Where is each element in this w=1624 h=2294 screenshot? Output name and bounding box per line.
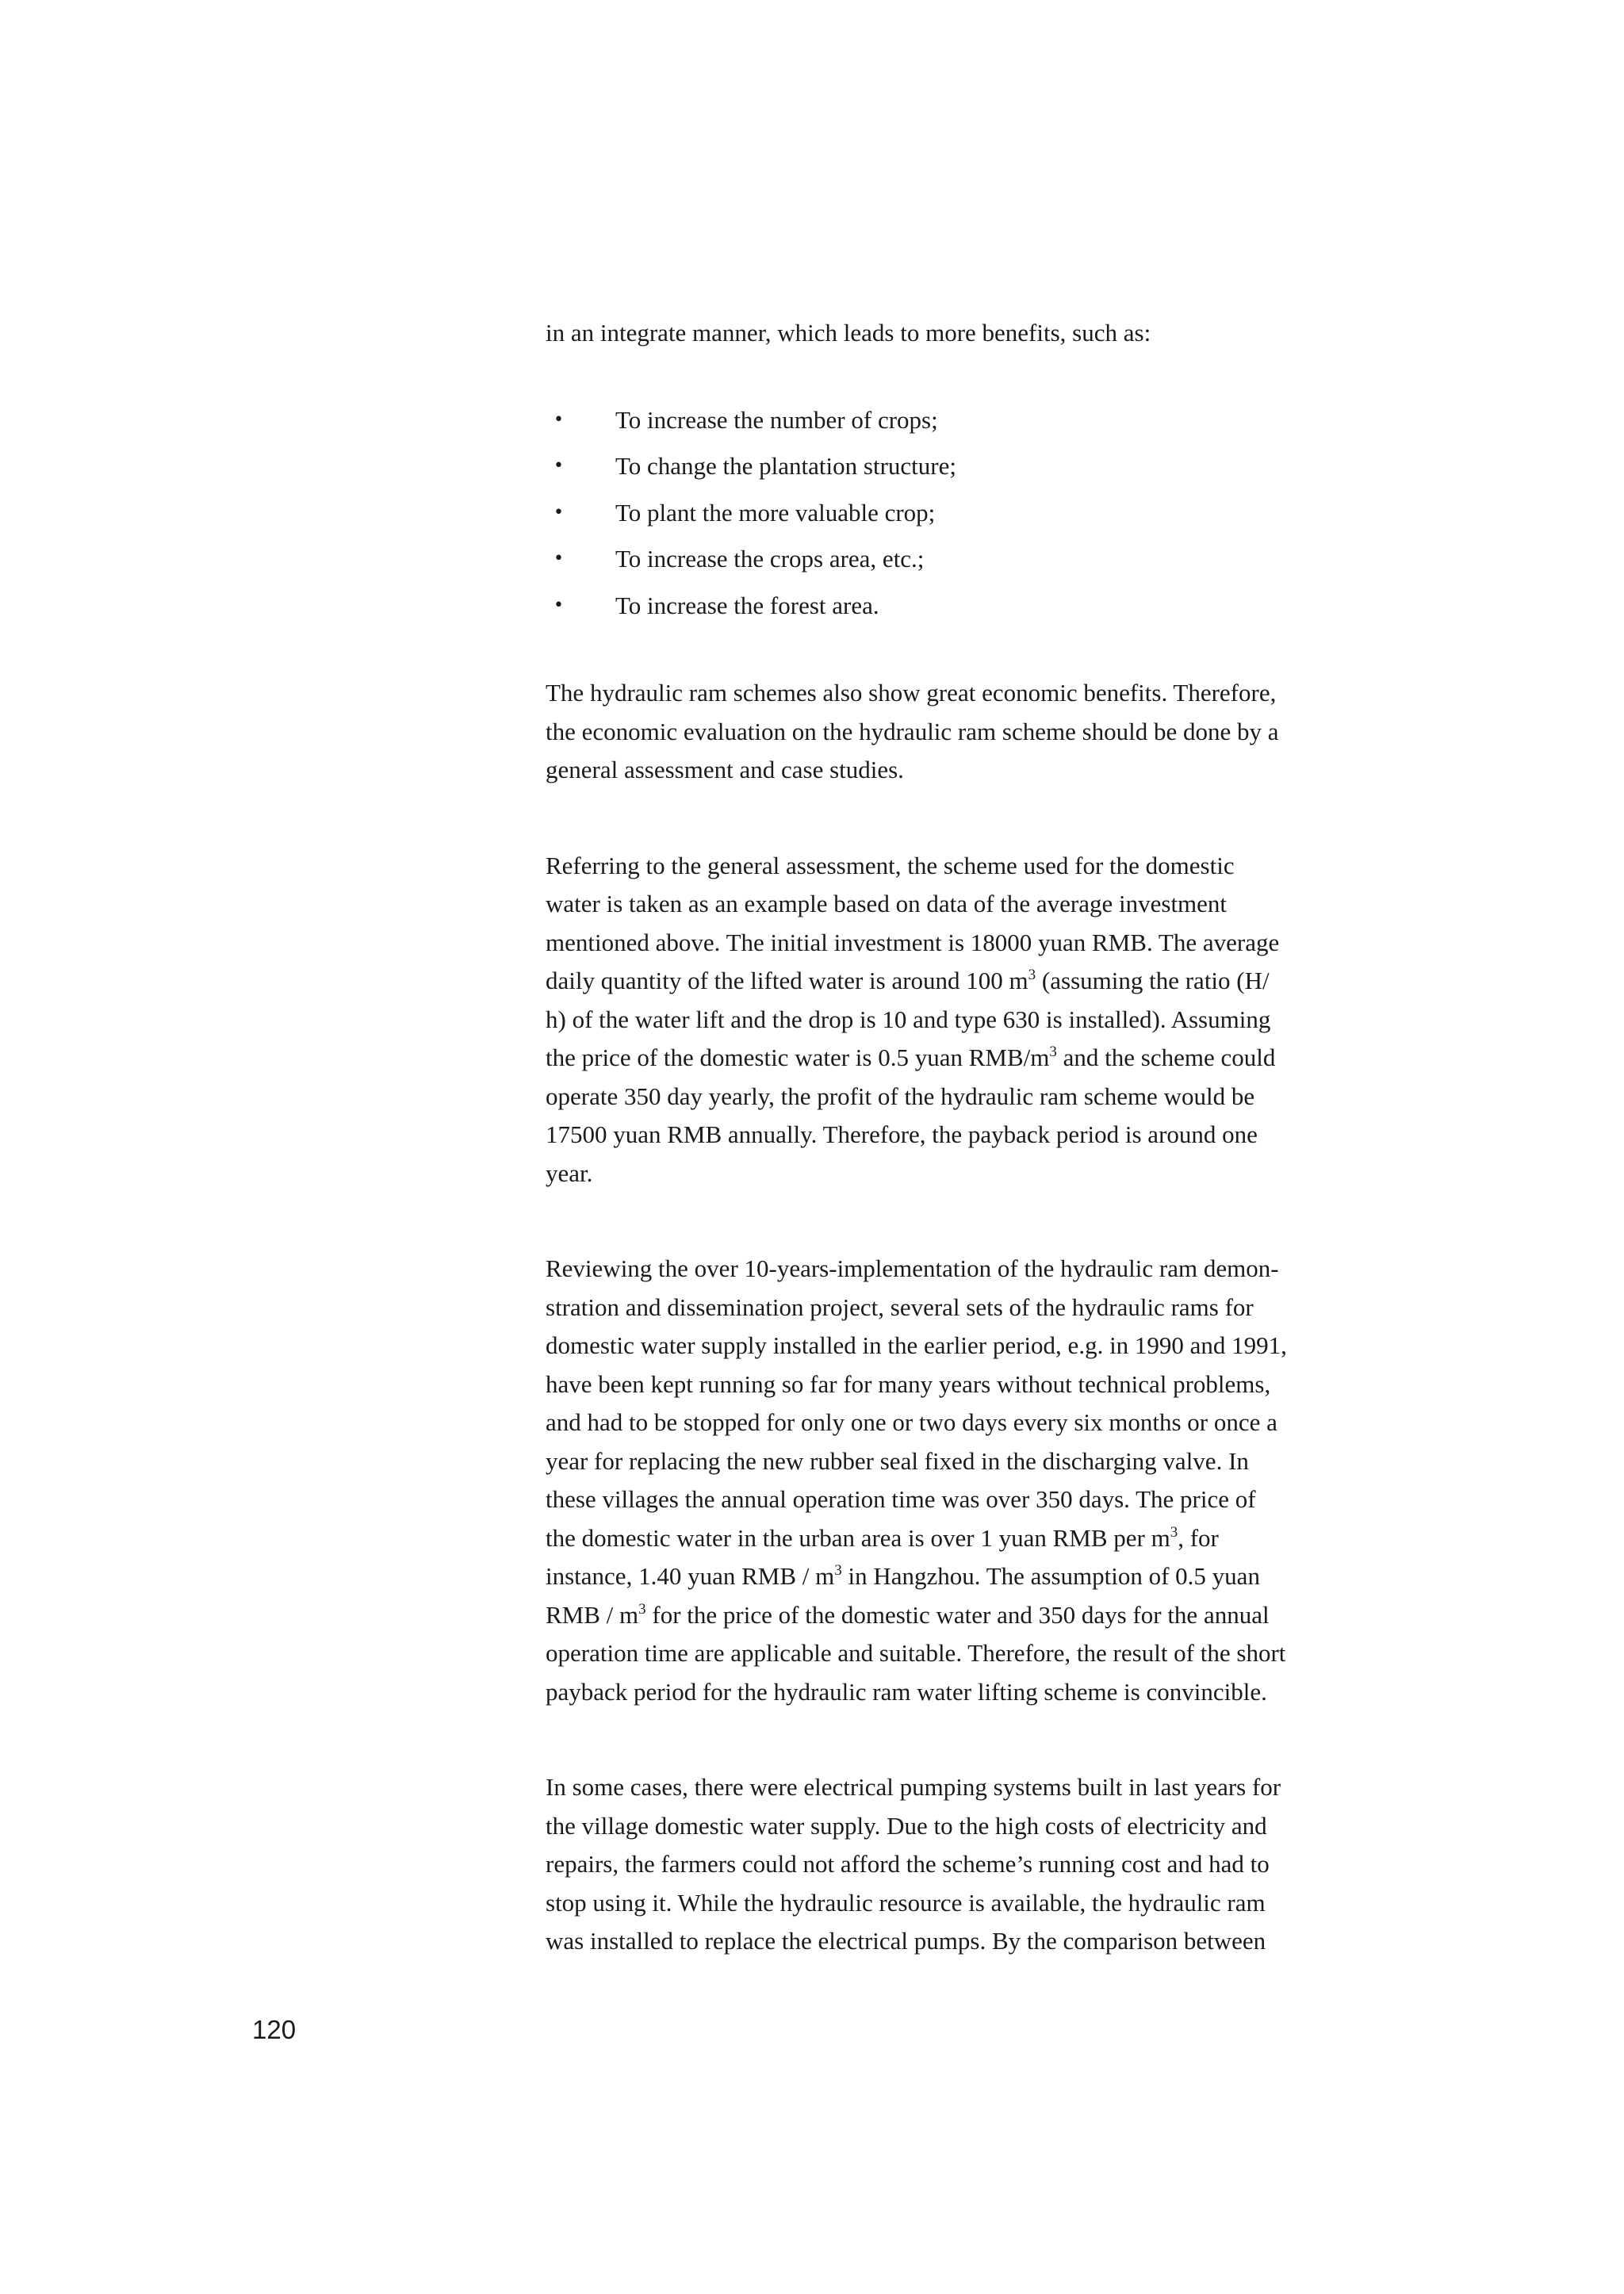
bullet-icon: • — [553, 456, 564, 476]
list-item: • To increase the number of crops; — [546, 397, 1394, 444]
list-item: • To plant the more valuable crop; — [546, 490, 1394, 537]
bullet-icon: • — [553, 409, 564, 430]
list-item: • To increase the crops area, etc.; — [546, 536, 1394, 583]
bullet-icon: • — [553, 502, 564, 523]
page-number: 120 — [252, 2015, 297, 2044]
body-text — [546, 314, 1394, 1961]
paragraph-general-assessment: Referring to the general assessment, the scheme used for the domestic water is taken as an example based on data of the average investment mentioned above. The initial investment is 18000 yuan RMB. The average daily quantity of the lifted water is around 100 $m^3$ (assuming the ratio (H/ h) of the water lift and the drop is 10 and type 630 is installed). Assuming the price of the domestic water is 0.5 yuan RMB/$m^3$ and the scheme could operate 350 day yearly, the profit of the hydraulic ram scheme would be 17500 yuan RMB annually. Therefore, the payback period is around one year. — [546, 851, 1280, 1187]
paragraph-case-studies: In some cases, there were electrical pumping systems built in last years for the village domestic water supply. Due to the high costs of electricity and repairs, the farmers could not afford the scheme’s running cost and had to stop using it. While the hydraulic resource is available, the hydraulic ram was installed to replace the electrical pumps. By the comparison between — [546, 1773, 1281, 1955]
bullet-icon: • — [553, 549, 564, 569]
paragraph-economic-benefits: The hydraulic ram schemes also show great economic benefits. Therefore, the economic evaluation on the hydraulic ram scheme should be done by a general assessment and case studies. — [546, 679, 1279, 783]
bullet-icon: • — [553, 595, 564, 615]
list-item: • To change the plantation structure; — [546, 443, 1394, 490]
list-item: • To increase the forest area. — [546, 583, 1394, 630]
benefits-list — [546, 397, 1394, 630]
intro-line: in an integrate manner, which leads to more benefits, such as: — [546, 319, 1151, 347]
paragraph-project-review: Reviewing the over 10-years-implementation of the hydraulic ram demon- stration and dissemination project, several sets of the hydraulic rams for domestic water supply installed in the earlier period, e.g. in 1990 and 1991, have been kept running so far for many years without technical problems, and had to be stopped for only one or two days every six months or once a year for replacing the new rubber seal fixed in the discharging valve. In these villages the annual operation time was over 350 days. The price of the domestic water in the urban area is over 1 yuan RMB per $m^3$, for instance, 1.40 yuan RMB / $m^3$ in Hangzhou. The assumption of 0.5 yuan RMB / $m^3$ for the price of the domestic water and 350 days for the annual operation time are applicable and suitable. Therefore, the result of the short payback period for the hydraulic ram water lifting scheme is convincible. — [546, 1254, 1287, 1706]
